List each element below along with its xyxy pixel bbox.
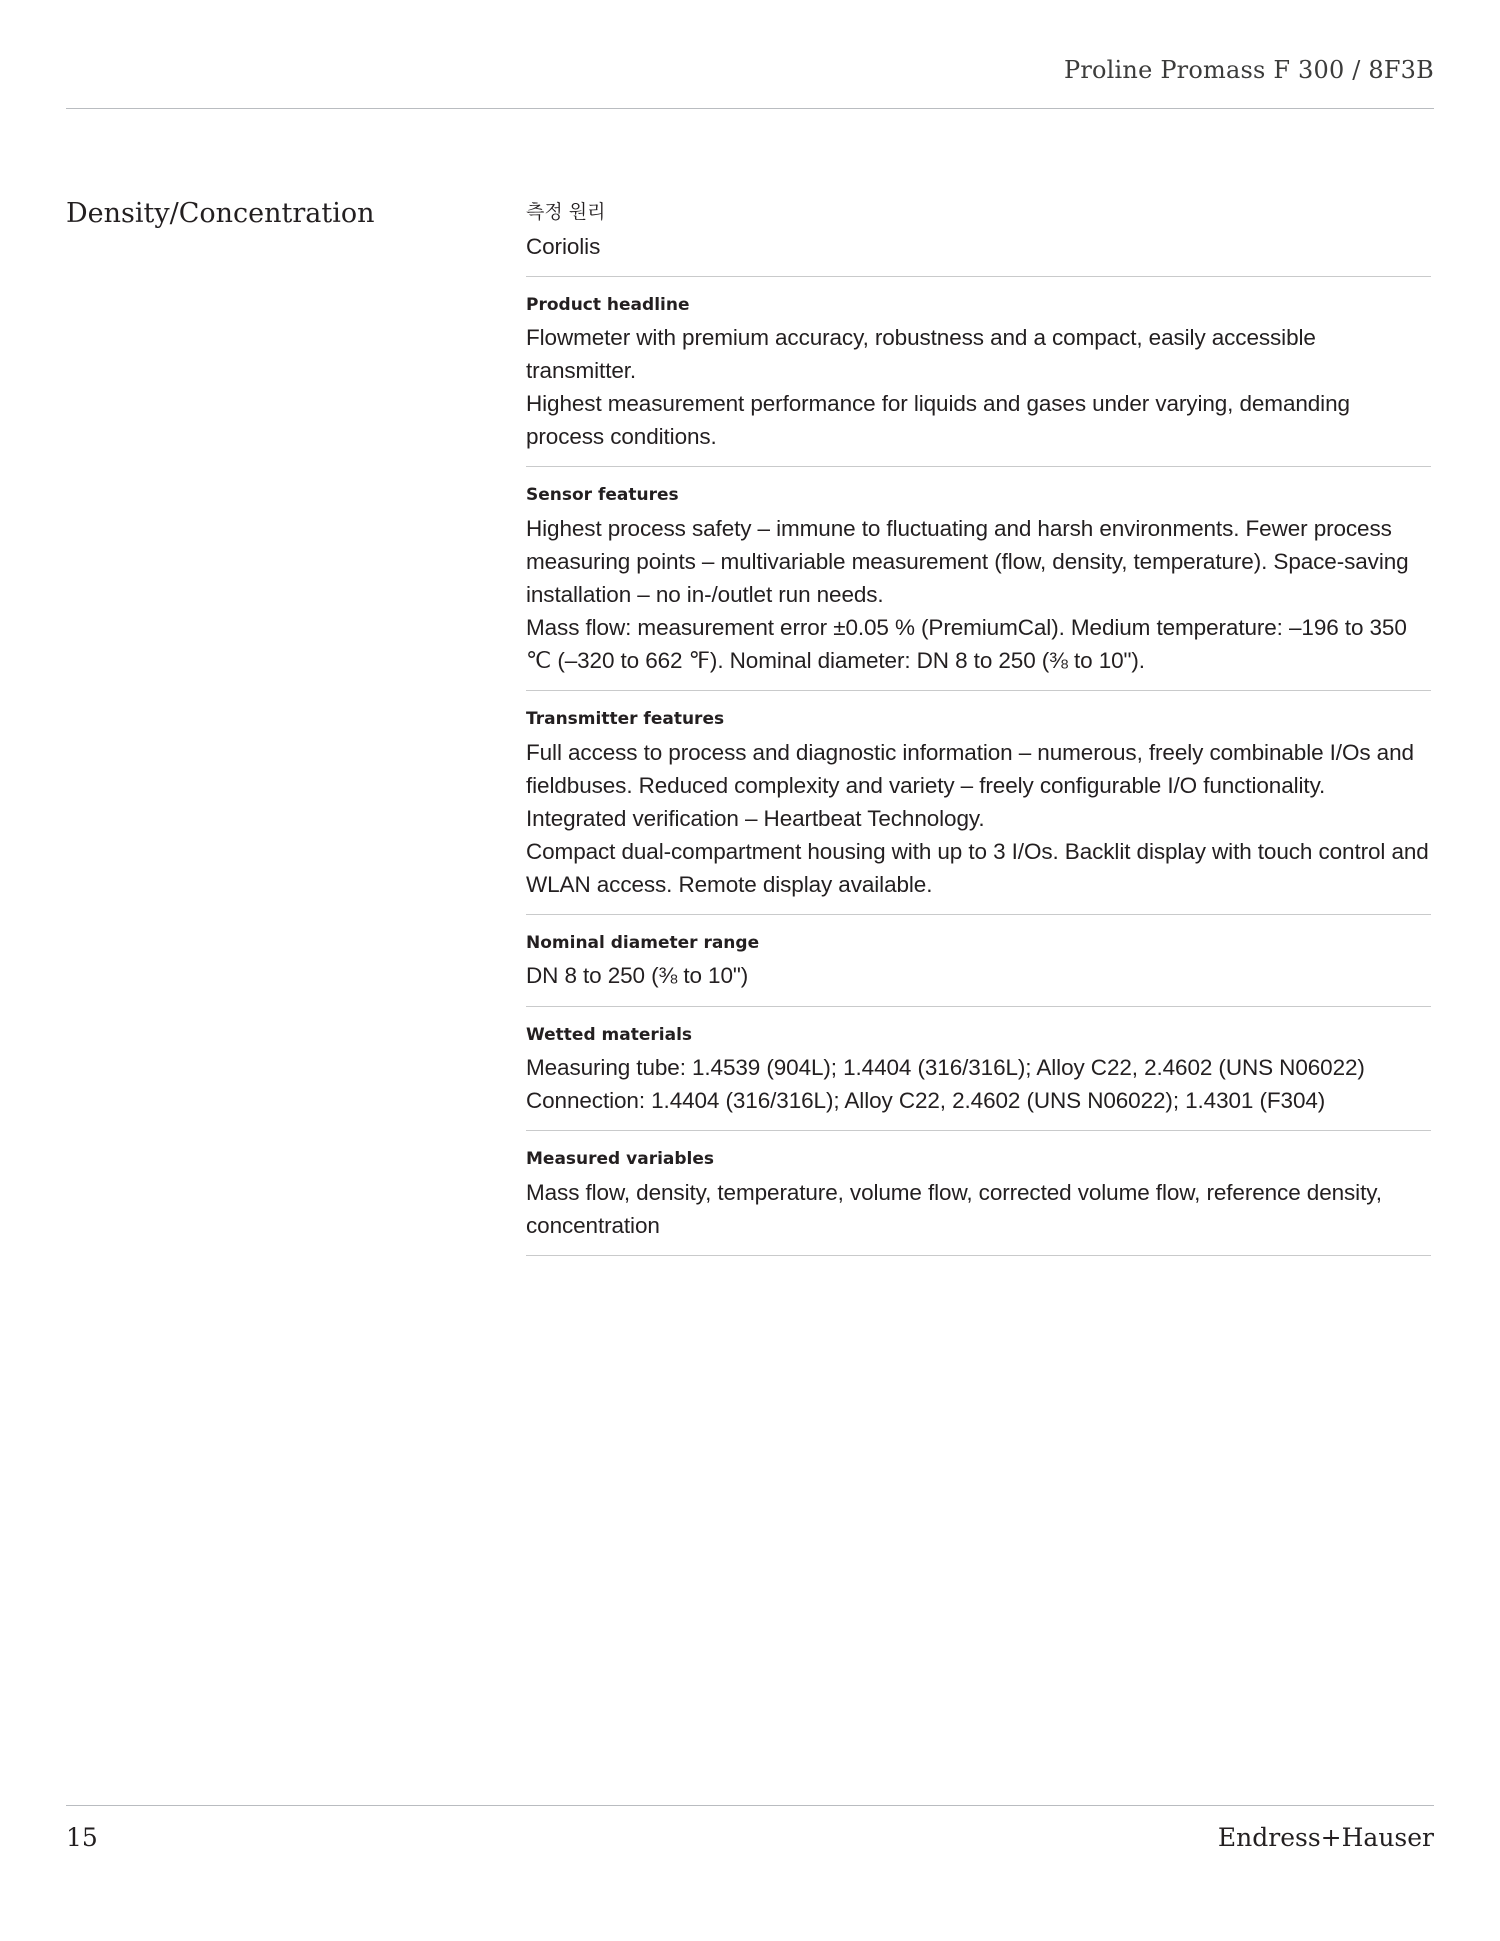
spec-text [526, 736, 1431, 901]
header-divider [66, 108, 1434, 109]
spec-block-sensor-features [526, 466, 1431, 690]
spec-block-transmitter-features [526, 690, 1431, 914]
spec-label: Sensor features [526, 485, 679, 506]
right-column [526, 198, 1431, 1273]
spec-line: Mass flow, density, temperature, volume flow, corrected volume flow, reference density, concentration [526, 1179, 1382, 1238]
spec-block-nominal-diameter-range [526, 914, 1431, 1006]
spec-label: Transmitter features [526, 709, 725, 730]
spec-text [526, 1051, 1431, 1117]
spec-text [526, 321, 1431, 453]
spec-line: Highest measurement performance for liquids and gases under varying, demanding process conditions. [526, 391, 1350, 450]
spec-block-wetted-materials [526, 1006, 1431, 1131]
spec-block-measured-variables [526, 1130, 1431, 1255]
spec-line: Flowmeter with premium accuracy, robustness and a compact, easily accessible transmitter. [526, 325, 1316, 384]
spec-text [526, 1176, 1431, 1242]
spec-line: Connection: 1.4404 (316/316L); Alloy C22, 2.4602 (UNS N06022); 1.4301 (F304) [526, 1088, 1326, 1114]
spec-label: 측정 원리 [526, 201, 606, 223]
spec-line: Measuring tube: 1.4539 (904L); 1.4404 (316/316L); Alloy C22, 2.4602 (UNS N06022) [526, 1055, 1365, 1080]
spec-label: Wetted materials [526, 1024, 693, 1045]
page-number: 15 [66, 1823, 98, 1852]
footer-divider [66, 1805, 1434, 1806]
spec-line: Coriolis [526, 233, 601, 259]
spec-label: Product headline [526, 294, 690, 315]
spec-block-measuring-principle [526, 198, 1431, 276]
spec-label: Nominal diameter range [526, 932, 760, 953]
spec-line: Compact dual-compartment housing with up to 3 I/Os. Backlit display with touch control and WLAN access. Remote display available. [526, 838, 1429, 897]
spec-text [526, 230, 1431, 263]
page-header [66, 56, 1434, 120]
spec-line: Highest process safety – immune to fluctuating and harsh environments. Fewer process measuring points – multivariable measurement (flow, density, temperature). Space‐saving installation – no in-/outlet run needs. [526, 515, 1409, 607]
spec-line: Mass flow: measurement error ±0.05 % (PremiumCal). Medium temperature: –196 to 350 ℃ (–320 to 662 ℉). Nominal diameter: DN 8 to 250 (⅜ to 10"). [526, 615, 1407, 674]
header-product-title: Proline Promass F 300 / 8F3B [1064, 56, 1434, 84]
page-title: Density/Concentration [66, 198, 375, 229]
brand-name: Endress+Hauser [1217, 1823, 1434, 1852]
spec-line: DN 8 to 250 (⅜ to 10") [526, 963, 749, 989]
spec-text [526, 959, 1431, 992]
spec-label: Measured variables [526, 1149, 715, 1170]
spec-block-product-headline [526, 276, 1431, 467]
page-footer [66, 1805, 1434, 1865]
spec-line: Full access to process and diagnostic information – numerous, freely combinable I/Os and fieldbuses. Reduced complexity and variety – freely configurable I/O functionality. Integrated verification – Heartbeat Technology. [526, 739, 1414, 831]
left-column [66, 198, 446, 230]
spec-text [526, 512, 1431, 677]
spec-bottom-divider [526, 1255, 1431, 1273]
